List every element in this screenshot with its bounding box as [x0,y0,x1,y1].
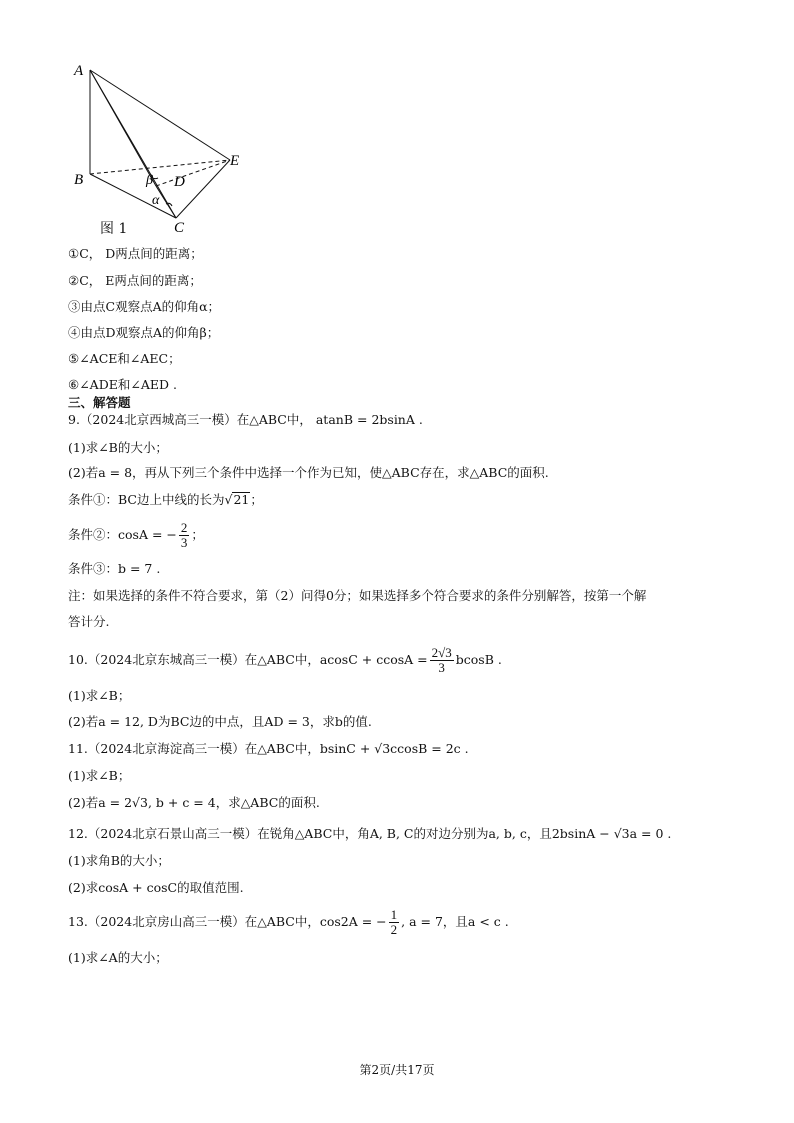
fraction [179,521,190,550]
option-3: ③由点C观察点A的仰角α； [68,299,221,314]
option-4: ④由点D观察点A的仰角β； [68,325,220,340]
q9-condition3: 条件③：b = 7 . [68,561,161,576]
q11-part1: (1)求∠B； [68,768,131,783]
label-B: B [74,172,84,188]
q9-note-line1: 注：如果选择的条件不符合要求，第（2）问得0分；如果选择多个符合要求的条件分别解答，按第一个解 [68,588,647,603]
q9-triangle: △ABC中， [249,412,312,427]
q9-part2: (2)若a = 8，再从下列三个条件中选择一个作为已知，使△ABC存在，求△ABC的面积. [68,465,549,480]
label-C: C [174,220,185,236]
fraction-numerator: 2 [180,520,188,535]
q10-part2: (2)若a = 12, D为BC边的中点，且AD = 3，求b的值. [68,714,372,729]
q9-equation: atanB = 2bsinA . [315,412,423,427]
q13-stem [68,905,509,939]
q10-part1: (1)求∠B； [68,688,131,703]
q9-stem-text: 9.（2024北京西城高三一模）在 [68,412,250,427]
figure-caption: 图 1 [100,221,128,237]
fraction-denominator: 2 [390,922,398,937]
label-beta: β [146,173,153,188]
q13-stem-end: , a = 7，且a < c . [401,914,509,929]
q9-note-line2: 答计分. [68,614,110,629]
q9-condition2-text: 条件②：cosA = − [68,527,177,542]
q9-condition1 [68,492,263,508]
fraction-numerator: 2√3 [431,645,452,660]
fraction-denominator: 3 [438,660,445,675]
q9-condition2-end: ； [191,527,204,542]
q13-part1: (1)求∠A的大小； [68,950,168,965]
label-E: E [230,153,240,169]
q10-stem-text: 10.（2024北京东城高三一模）在△ABC中，acosC + ccosA = [68,652,428,667]
q11-part2: (2)若a = 2√3, b + c = 4，求△ABC的面积. [68,795,320,810]
q13-stem-text: 13.（2024北京房山高三一模）在△ABC中，cos2A = − [68,914,387,929]
q12-stem: 12.（2024北京石景山高三一模）在锐角△ABC中，角A, B, C的对边分别为a, b, c，且2bsinA − √3a = 0 . [68,826,672,841]
q9-part1: (1)求∠B的大小； [68,440,168,455]
q12-part2: (2)求cosA + cosC的取值范围. [68,880,244,895]
fraction [389,908,400,937]
label-D: D [174,174,185,190]
option-5: ⑤∠ACE和∠AEC； [68,351,181,366]
option-1: ①C， D两点间的距离； [68,246,203,261]
q9-condition1-radicand: 21 [233,492,250,507]
geometry-figure [68,58,258,238]
q11-stem: 11.（2024北京海淀高三一模）在△ABC中，bsinC + √3ccosB = 2c . [68,741,469,756]
q9-stem [68,412,423,428]
q10-stem [68,643,502,677]
fraction-denominator: 3 [180,535,188,550]
q9-condition1-text: 条件①：BC边上中线的长为 [68,492,225,507]
option-6: ⑥∠ADE和∠AED . [68,377,177,392]
section-heading: 三、解答题 [68,395,131,410]
fraction-numerator: 1 [390,907,398,922]
option-2: ②C， E两点间的距离； [68,273,202,288]
q9-condition1-end: ； [250,492,263,507]
page-footer: 第2页/共17页 [359,1063,435,1077]
q9-condition2 [68,518,204,552]
fraction [430,646,454,675]
q10-stem-end: bcosB . [455,652,502,667]
label-A: A [74,63,84,79]
q12-part1: (1)求角B的大小； [68,853,170,868]
label-alpha: α [152,193,160,208]
sqrt-radical: √ [224,492,233,507]
